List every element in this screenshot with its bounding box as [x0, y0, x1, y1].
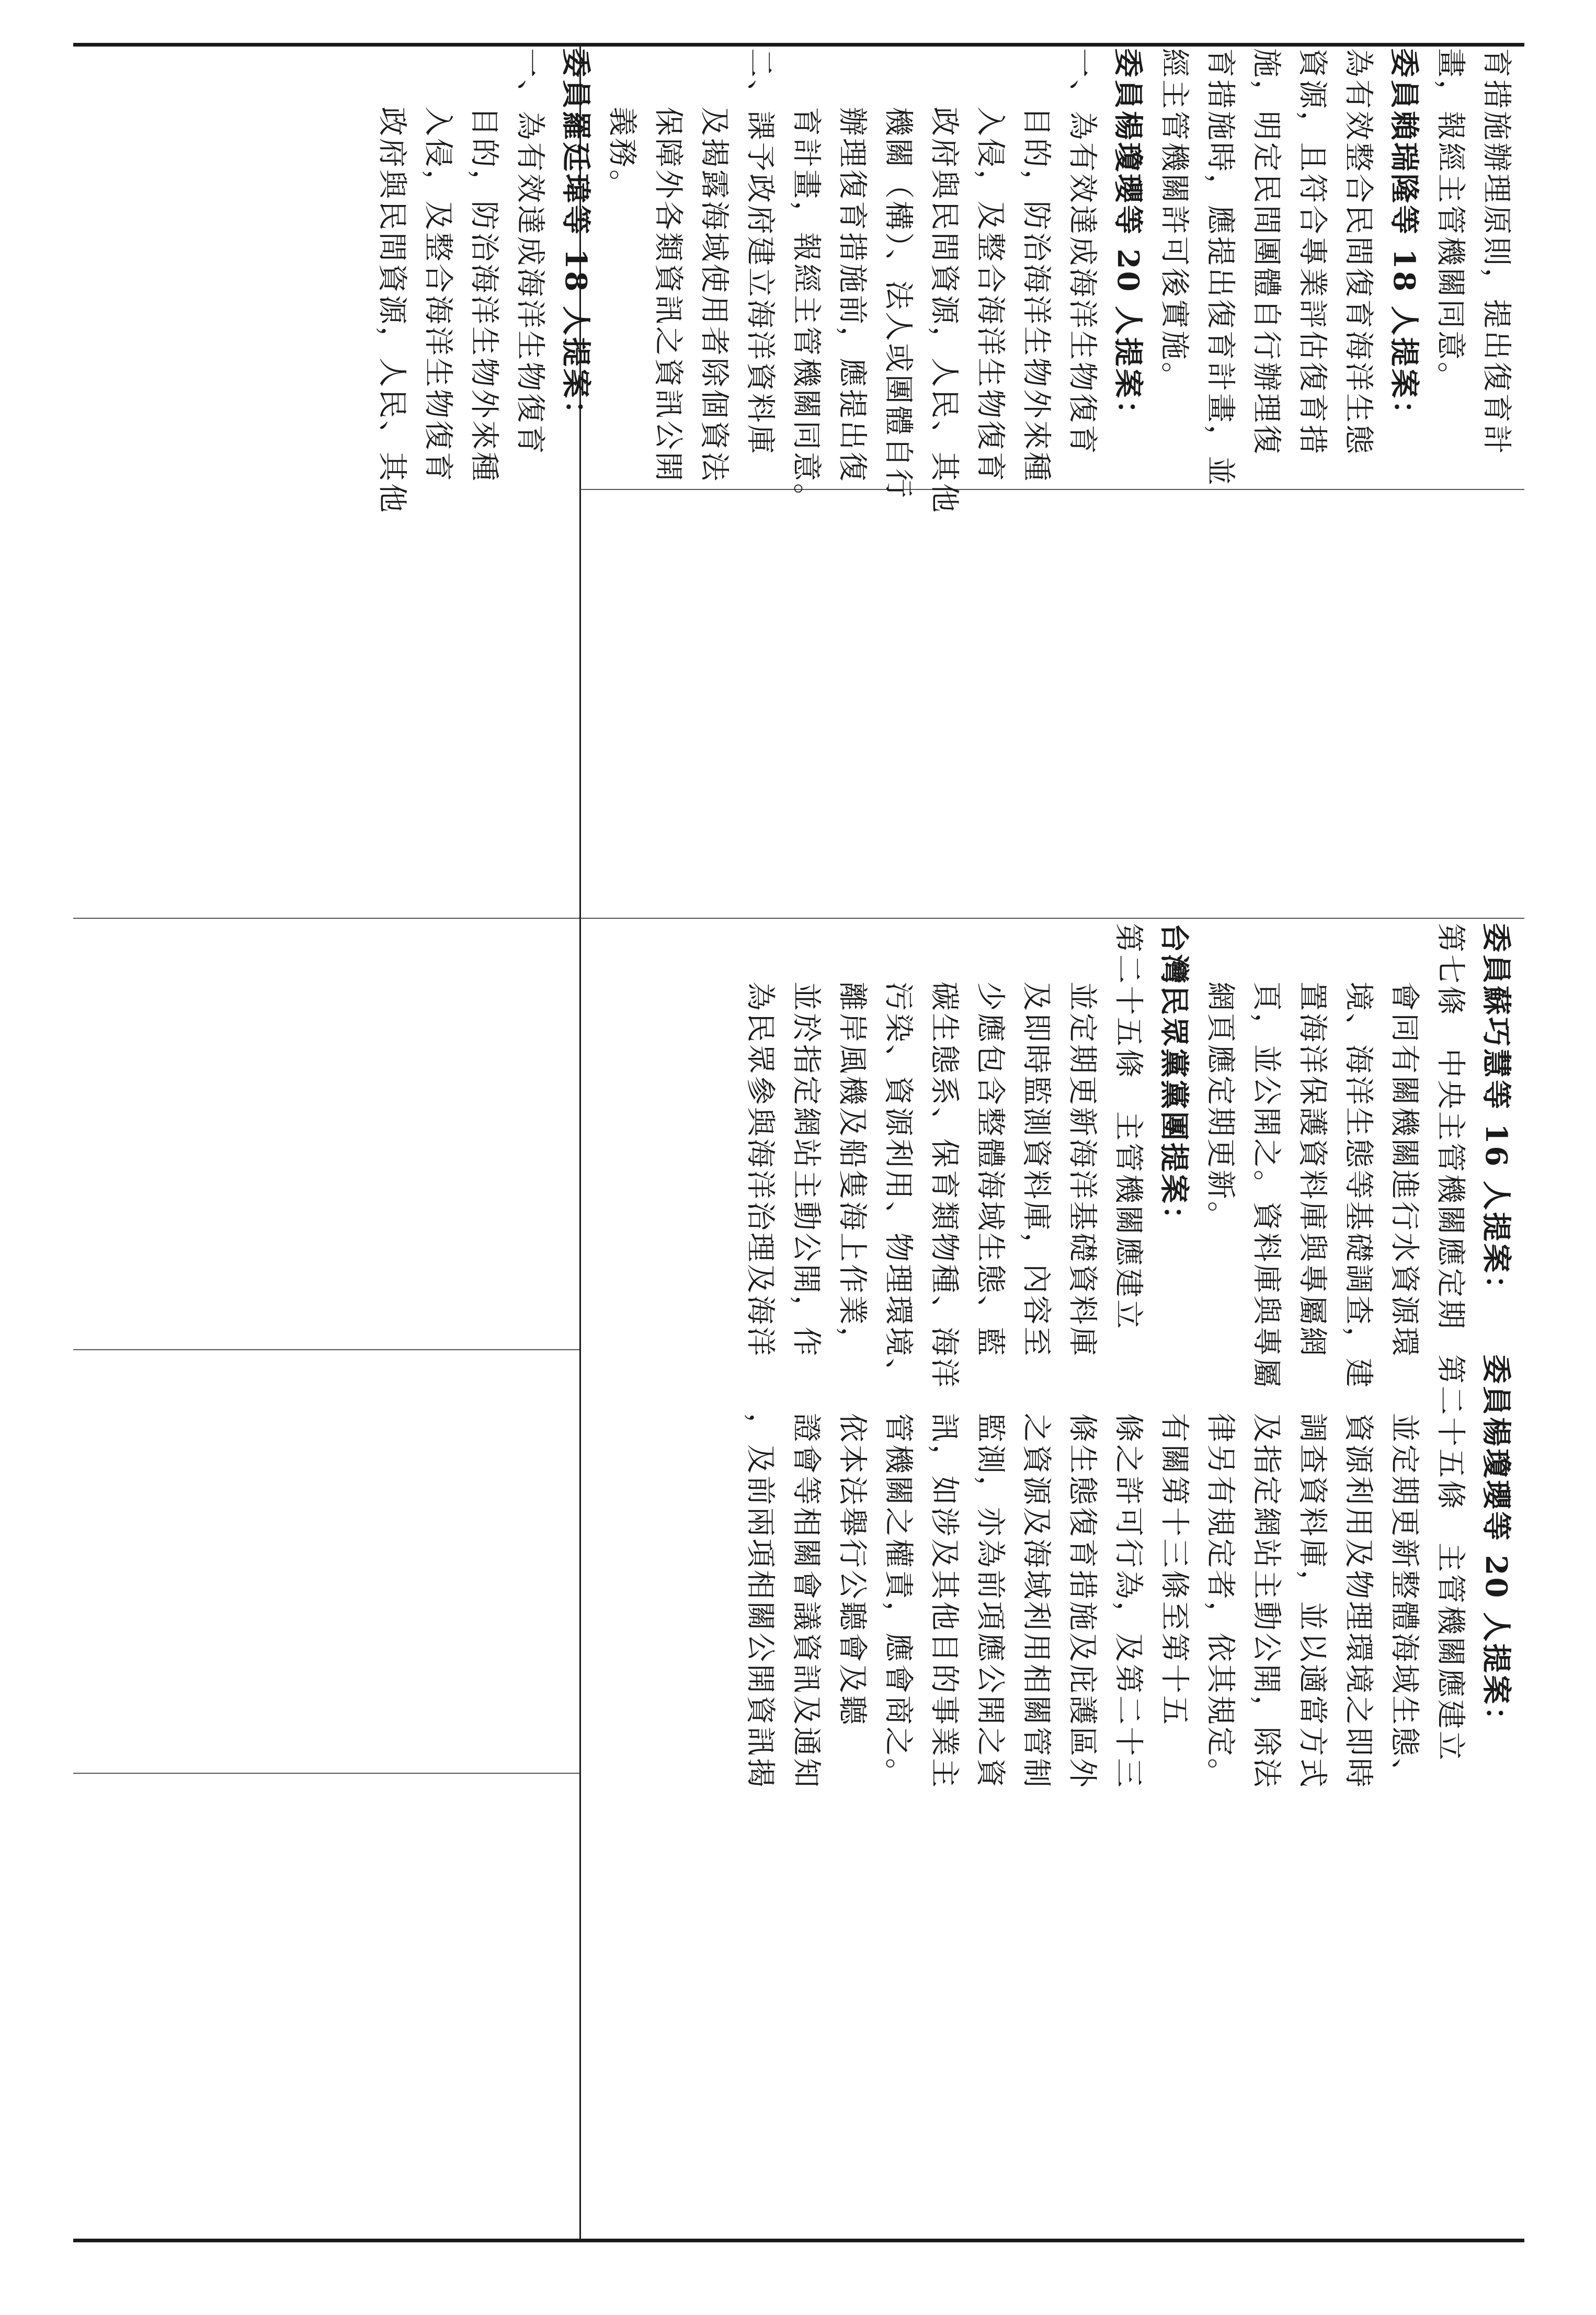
text-line: 育措施辦理原則，提出復育計 — [1479, 48, 1513, 456]
text-line: 碳生態系、保育類物種、海洋 — [927, 982, 961, 1389]
bottom-rule — [73, 2239, 1524, 2242]
text-line: 二、課予政府建立海洋資料庫 — [743, 48, 777, 456]
proposal-heading: 委員羅廷瑋等 18 人提案： — [558, 48, 593, 431]
proposal-cell-lower — [586, 1354, 1519, 1789]
text-line: 經主管機關許可後實施。 — [1157, 48, 1191, 393]
text-line: 義務。 — [605, 107, 639, 201]
row-separator — [580, 489, 1524, 490]
text-line: 網頁應定期更新。 — [1203, 982, 1237, 1233]
text-line: 第七條 中央主管機關應定期 — [1433, 923, 1467, 1331]
text-line: 施，明定民間團體自行辦理復 — [1249, 48, 1283, 456]
text-line: 之資源及海域利用相關管制 — [1019, 1413, 1053, 1789]
text-line: 律另有規定者，依其規定。 — [1203, 1413, 1237, 1789]
row-separator — [73, 1349, 579, 1350]
text-line: 入侵，及整合海洋生物復育 — [973, 107, 1007, 483]
text-line: 一、為有效達成海洋生物復育 — [513, 48, 547, 456]
text-line: 會同有關機關進行水資源環 — [1387, 982, 1421, 1358]
proposal-heading: 委員賴瑞隆等 18 人提案： — [1387, 48, 1421, 431]
text-line: 污染、資源利用、物理環境、 — [881, 982, 915, 1389]
text-line: 目的，防治海洋生物外來種 — [467, 107, 501, 483]
text-line: 及指定網站主動公開，除法 — [1249, 1413, 1283, 1789]
text-line: 辦理復育措施前，應提出復 — [835, 107, 869, 483]
text-line: 為有效整合民間復育海洋生態 — [1341, 48, 1375, 456]
top-rule — [73, 43, 1524, 47]
proposal-cell-middle — [586, 923, 1519, 1389]
text-line: 頁，並公開之。資料庫與專屬 — [1249, 982, 1283, 1389]
rotated-text-block — [375, 48, 1519, 515]
text-line: 畫，報經主管機關同意。 — [1433, 48, 1467, 393]
text-line: 及即時監測資料庫，內容至 — [1019, 982, 1053, 1358]
proposal-heading: 委員蘇巧慧等 16 人提案： — [1479, 923, 1513, 1306]
text-line: ，及前兩項相關公開資訊揭 — [743, 1413, 777, 1789]
text-line: 並定期更新海洋基礎資料庫 — [1065, 982, 1099, 1358]
text-line: 政府與民間資源，人民、其他 — [375, 107, 409, 515]
rotated-text-block — [586, 1354, 1519, 1789]
text-line: 證會等相關會議資訊及通知 — [789, 1413, 823, 1789]
text-line: 及揭露海域使用者除個資法 — [697, 107, 731, 483]
text-line: 為民眾參與海洋治理及海洋 — [743, 982, 777, 1358]
text-line: 條生態復育措施及庇護區外 — [1065, 1413, 1099, 1789]
text-line: 置海洋保護資料庫與專屬網 — [1295, 982, 1329, 1358]
text-line: 條之許可行為，及第二十三 — [1111, 1413, 1145, 1789]
text-line: 目的，防治海洋生物外來種 — [1019, 107, 1053, 483]
rotated-text-block — [586, 923, 1519, 1389]
text-line: 一、為有效達成海洋生物復育 — [1065, 48, 1099, 456]
text-line: 境、海洋生態等基礎調查，建 — [1341, 982, 1375, 1389]
text-line: 監測，亦為前項應公開之資 — [973, 1413, 1007, 1789]
text-line: 依本法舉行公聽會及聽 — [835, 1413, 869, 1727]
text-line: 資源，且符合專業評估復育措 — [1295, 48, 1329, 456]
row-separator — [73, 918, 579, 919]
row-separator — [580, 918, 1524, 919]
text-line: 有關第十三條至第十五 — [1157, 1413, 1191, 1727]
text-line: 第二十五條 主管機關應建立 — [1433, 1354, 1467, 1762]
proposal-heading: 台灣民眾黨黨團提案： — [1157, 923, 1191, 1237]
text-line: 政府與民間資源，人民、其他 — [927, 107, 961, 515]
row-separator — [73, 1773, 579, 1774]
text-line: 資源利用及物理環境之即時 — [1341, 1413, 1375, 1789]
proposal-cell-upper — [375, 48, 1519, 515]
proposal-heading: 委員楊瓊瓔等 20 人提案： — [1111, 48, 1145, 431]
text-line: 並於指定網站主動公開，作 — [789, 982, 823, 1358]
text-line: 機關（構）、法人或團體自行 — [881, 107, 915, 500]
text-line: 育計畫，報經主管機關同意。 — [789, 107, 823, 515]
text-line: 管機關之權責，應會商之。 — [881, 1413, 915, 1789]
text-line: 入侵，及整合海洋生物復育 — [421, 107, 455, 483]
proposal-heading: 委員楊瓊瓔等 20 人提案： — [1479, 1354, 1513, 1738]
text-line: 並定期更新整體海域生態、 — [1387, 1413, 1421, 1789]
text-line: 少應包含整體海域生態、藍 — [973, 982, 1007, 1358]
text-line: 育措施時，應提出復育計畫，並 — [1203, 48, 1237, 487]
text-line: 離岸風機及船隻海上作業， — [835, 982, 869, 1358]
text-line: 調查資料庫，並以適當方式 — [1295, 1413, 1329, 1789]
text-line: 訊，如涉及其他目的事業主 — [927, 1413, 961, 1789]
text-line: 第二十五條 主管機關應建立 — [1111, 923, 1145, 1331]
text-line: 保障外各類資訊之資訊公開 — [651, 107, 685, 483]
